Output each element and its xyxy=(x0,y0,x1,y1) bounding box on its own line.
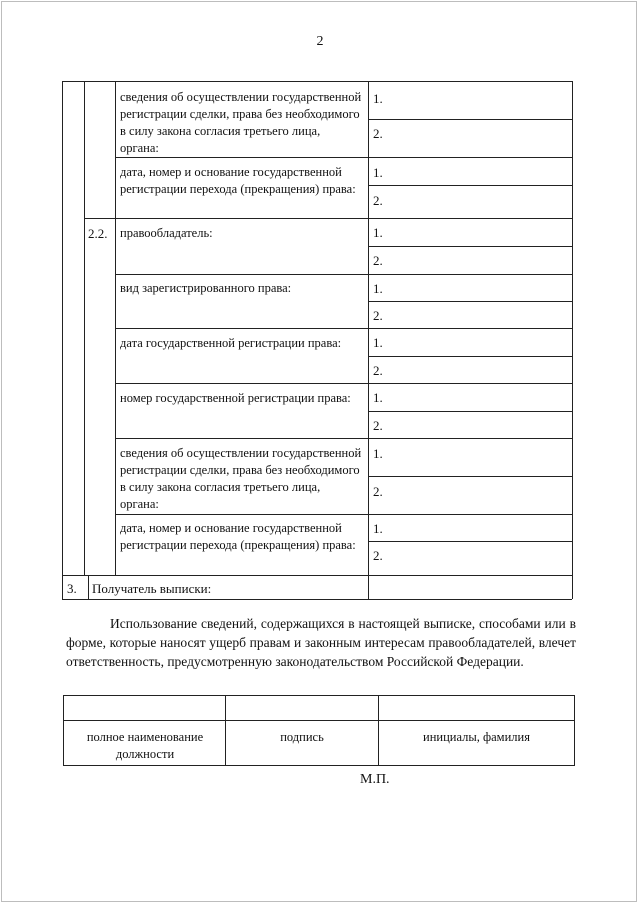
entry-number: 2. xyxy=(373,418,383,433)
field-label: дата, номер и основание государственной регистрации перехода (прекращения) права: xyxy=(120,521,356,552)
table-border-top xyxy=(62,81,572,82)
entry-number: 2. xyxy=(373,193,383,208)
table-column-divider xyxy=(368,81,369,599)
row-divider xyxy=(115,383,572,384)
entry-number: 1. xyxy=(373,521,383,536)
row-divider xyxy=(368,411,572,412)
row-divider xyxy=(115,438,572,439)
entry-number: 1. xyxy=(373,165,383,180)
table-border-right xyxy=(572,81,573,599)
field-label: дата, номер и основание государственной регистрации перехода (прекращения) права: xyxy=(120,165,356,196)
table-column-divider xyxy=(84,81,85,575)
row-divider xyxy=(368,246,572,247)
position-label: полное наименование должности xyxy=(86,730,204,761)
entry-number: 1. xyxy=(373,335,383,350)
name-label: инициалы, фамилия xyxy=(423,730,530,744)
table-border-bottom xyxy=(62,599,572,600)
row-divider xyxy=(368,356,572,357)
row-divider xyxy=(115,157,572,158)
liability-notice: Использование сведений, содержащихся в настоящей выписке, способами или в форме, которые наносят ущерб правам и законным интересам правообладателей, влечет ответственность, предусмотренную законодательством Российской Федерации. xyxy=(66,616,576,669)
field-label: номер государственной регистрации права: xyxy=(120,391,351,405)
row-divider xyxy=(84,218,572,219)
field-label: вид зарегистрированного права: xyxy=(120,281,292,295)
section-number: 2.2. xyxy=(88,226,108,241)
entry-number: 2. xyxy=(373,126,383,141)
field-label: правообладатель: xyxy=(120,226,213,240)
page-number: 2 xyxy=(316,34,324,49)
entry-number: 1. xyxy=(373,91,383,106)
entry-number: 2. xyxy=(373,253,383,268)
entry-number: 1. xyxy=(373,390,383,405)
entry-number: 2. xyxy=(373,484,383,499)
field-label: сведения об осуществлении государственной регистрации сделки, права без необходимого в силу закона согласия третьего лица, органа: xyxy=(120,90,362,155)
row-divider xyxy=(368,301,572,302)
field-label: сведения об осуществлении государственной регистрации сделки, права без необходимого в силу закона согласия третьего лица, органа: xyxy=(120,446,362,511)
entry-number: 2. xyxy=(373,363,383,378)
row-divider xyxy=(62,575,572,576)
entry-number: 1. xyxy=(373,281,383,296)
row-divider xyxy=(115,328,572,329)
stamp-mark: М.П. xyxy=(360,772,390,787)
entry-number: 1. xyxy=(373,225,383,240)
row-divider xyxy=(368,541,572,542)
table-border-left xyxy=(62,81,63,599)
section-number: 3. xyxy=(67,581,77,596)
entry-number: 1. xyxy=(373,446,383,461)
recipient-label: Получатель выписки: xyxy=(92,581,212,596)
row-divider xyxy=(368,476,572,477)
entry-number: 2. xyxy=(373,308,383,323)
row-divider xyxy=(115,274,572,275)
signature-label: подпись xyxy=(280,730,324,744)
row-divider xyxy=(368,185,572,186)
signature-row-divider xyxy=(64,720,574,721)
row-divider xyxy=(115,514,572,515)
entry-number: 2. xyxy=(373,548,383,563)
row-divider xyxy=(368,119,572,120)
signature-table xyxy=(63,695,575,766)
table-column-divider xyxy=(88,575,89,599)
field-label: дата государственной регистрации права: xyxy=(120,336,342,350)
